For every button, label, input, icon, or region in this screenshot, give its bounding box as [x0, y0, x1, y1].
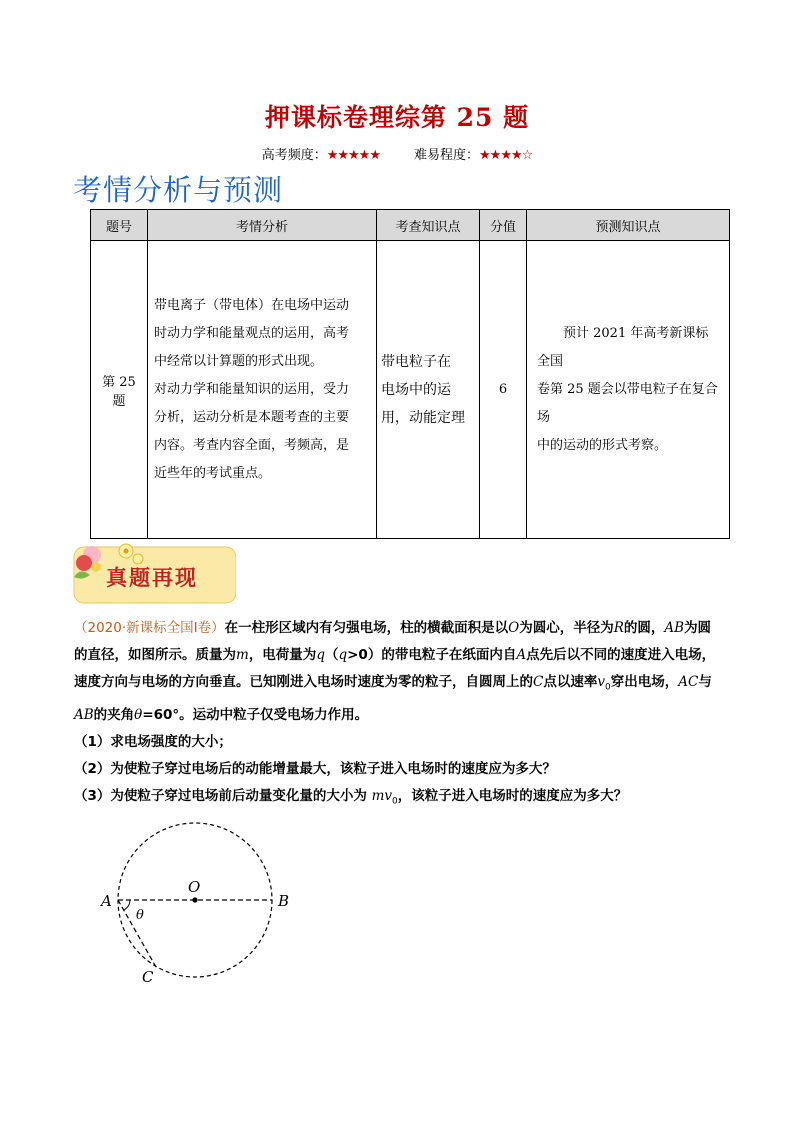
header-analysis: 考情分析 [148, 210, 377, 241]
cell-analysis: 带电离子（带电体）在电场中运动 时动力学和能量观点的运用，高考 中经常以计算题的形式出现。 对动力学和能量知识的运用，受力 分析，运动分析是本题考查的主要 内容。考查内容全面，考频高，是 近些年的考试重点。 [148, 241, 377, 539]
angle-arc [124, 900, 130, 910]
problem-text [74, 615, 724, 815]
cell-knowledge: 带电粒子在 电场中的运 用，动能定理 [377, 241, 480, 539]
header-number: 题号 [91, 210, 148, 241]
rating-line [0, 144, 794, 163]
header-knowledge: 考查知识点 [377, 210, 480, 241]
banner-text: 真题再现 [106, 565, 198, 590]
section-banner [66, 541, 236, 605]
cell-prediction: 预计 2021 年高考新课标全国 卷第 25 题会以带电粒子在复合场 中的运动的形式考察。 [527, 241, 730, 539]
frequency-label: 高考频度： [261, 148, 327, 163]
problem-source: （2020·新课标全国Ⅰ卷） [74, 620, 225, 636]
cell-number: 第 25 题 [91, 241, 148, 539]
label-c: C [142, 968, 154, 986]
question-1: （1）求电场强度的大小； [74, 733, 232, 750]
difficulty-stars: ★★★★☆ [479, 148, 533, 163]
question-3: （3）为使粒子穿过电场前后动量变化量的大小为 $mv_0$，该粒子进入电场时的速度应为多大？ [74, 787, 628, 807]
cell-score: 6 [480, 241, 527, 539]
question-2: （2）为使粒子穿过电场后的动能增量最大，该粒子进入电场时的速度应为多大？ [74, 760, 556, 777]
label-o: O [188, 878, 201, 896]
problem-stem: （2020·新课标全国Ⅰ卷）在一柱形区域内有匀强电场，柱的横截面积是以O为圆心，半径为R的圆，AB为圆的直径，如图所示。质量为m，电荷量为q（q>0）的带电粒子在纸面内自A点先后以不同的速度进入电场，速度方向与电场的方向垂直。已知刚进入电场时速度为零的粒子，自圆周上的C点以速率$v_0$穿出电场，AC与AB的夹角θ=60°。运动中粒子仅受电场力作用。 [74, 620, 716, 723]
circle-diagram [96, 818, 306, 990]
difficulty-label: 难易程度： [414, 148, 480, 163]
table-row [91, 241, 730, 539]
frequency-stars: ★★★★★ [326, 148, 380, 163]
label-b: B [278, 892, 290, 910]
label-a: A [101, 892, 112, 910]
label-theta: θ [136, 908, 144, 923]
table-header-row [91, 210, 730, 241]
section-title: 考情分析与预测 [73, 173, 284, 207]
header-score: 分值 [480, 210, 527, 241]
header-prediction: 预测知识点 [527, 210, 730, 241]
analysis-table [90, 209, 730, 539]
page-title: 押课标卷理综第 25 题 [264, 103, 530, 132]
center-point [192, 897, 197, 902]
